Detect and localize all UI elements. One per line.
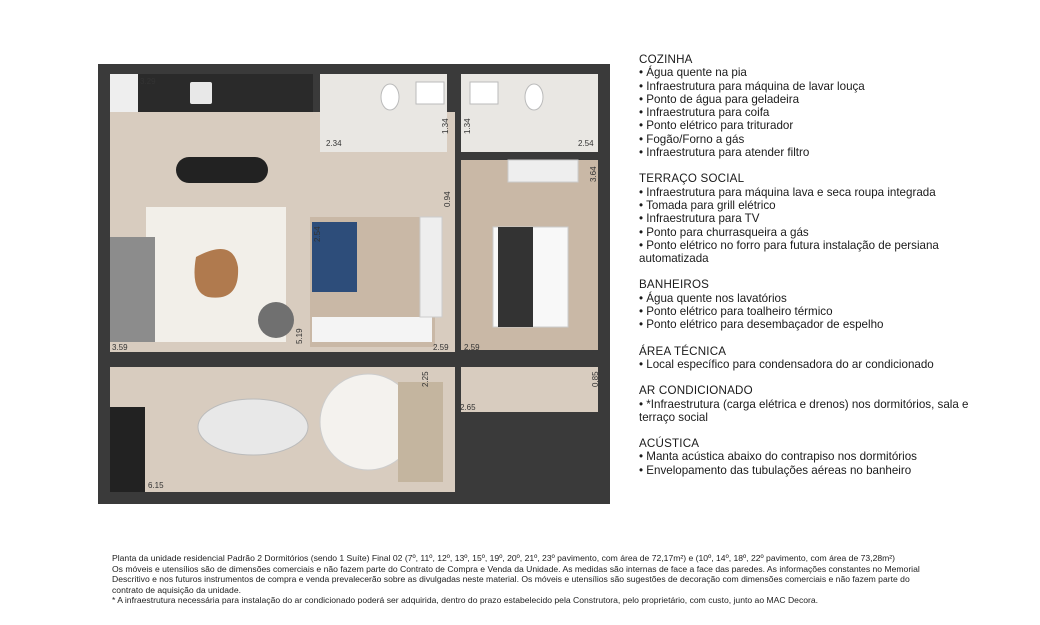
spec-item: • Ponto elétrico para desembaçador de espelho xyxy=(639,318,884,332)
footnote-line: Os móveis e utensílios são de dimensões comerciais e não fazem parte do Contrato de Compra e Venda da Unidade. As medidas são internas de face a face das paredes. As informações constantes no Memorial Descritivo e nos futuros instrumentos de compra e venda prevalecerão sobre as divulgadas neste material. Os móveis e utensílios são sugestões de decoração com dimensões comerciais e não fazem parte do contrato de aquisição da unidade. xyxy=(112,563,920,595)
dim-label: 2.25 xyxy=(421,371,430,387)
technical-area xyxy=(461,367,598,412)
spec-section-cozinha xyxy=(639,53,969,159)
spec-item: • Fogão/Forno a gás xyxy=(639,132,745,146)
spec-item: • Envelopamento das tubulações aéreas no banheiro xyxy=(639,463,912,477)
dim-label: 2.34 xyxy=(326,139,342,148)
spec-item: • Infraestrutura para coifa xyxy=(639,106,770,120)
dim-label: 2.54 xyxy=(313,226,322,242)
dim-label: 2.54 xyxy=(578,139,594,148)
bar-table xyxy=(176,157,268,183)
spec-section-title: TERRAÇO SOCIAL xyxy=(639,172,745,186)
spec-item: • Local específico para condensadora do ar condicionado xyxy=(639,357,934,371)
toilet-2 xyxy=(525,84,543,110)
spec-section-area-tecnica xyxy=(639,345,969,372)
spec-item: • Infraestrutura para TV xyxy=(639,212,760,226)
spec-item: • Infraestrutura para máquina de lavar louça xyxy=(639,79,865,93)
spec-item: • *Infraestrutura (carga elétrica e drenos) nos dormitórios, sala e terraço social xyxy=(639,397,969,424)
terrace-sofa xyxy=(398,382,443,482)
footnote-line: * A infraestrutura necessária para instalação do ar condicionado poderá ser adquirida, dentro do prazo estabelecido pela Construtora, pelo proprietário, com custo, junto ao MAC Decora. xyxy=(112,595,819,606)
toilet-1 xyxy=(381,84,399,110)
service-area xyxy=(110,74,138,112)
spec-section-ar-condicionado xyxy=(639,384,969,424)
dim-label: 5.19 xyxy=(295,328,304,344)
spec-section-title: ACÚSTICA xyxy=(639,437,700,451)
spec-item: • Água quente na pia xyxy=(639,66,747,80)
kitchen-counter xyxy=(138,74,313,112)
desk xyxy=(312,317,432,342)
spec-section-terraco xyxy=(639,172,969,265)
spec-item: • Ponto elétrico para triturador xyxy=(639,119,794,133)
dining-table xyxy=(198,399,308,455)
spec-item: • Ponto elétrico para toalheiro térmico xyxy=(639,305,833,319)
spec-item: • Infraestrutura para atender filtro xyxy=(639,146,810,160)
spec-section-title: COZINHA xyxy=(639,53,693,66)
spec-item: • Tomada para grill elétrico xyxy=(639,198,776,212)
dim-label: 0.85 xyxy=(591,371,600,387)
washbasin-2 xyxy=(470,82,498,104)
dim-label: 3.64 xyxy=(589,166,598,182)
spec-item: • Ponto para churrasqueira a gás xyxy=(639,225,809,239)
dim-label: 1.34 xyxy=(441,118,450,134)
footnote-line: Planta da unidade residencial Padrão 2 Dormitórios (sendo 1 Suíte) Final 02 (7º, 11º, 12º, 13º, 15º, 19º, 20º, 21º, 23º pavimento, com área de 72,17m²) e (10º, 14º, 18º, 22º pavimento, com área de 73,28m²) xyxy=(112,553,896,563)
wardrobe-suite xyxy=(508,160,578,182)
dim-label: 3.29 xyxy=(140,77,156,86)
floor-plan xyxy=(98,62,613,504)
sofa xyxy=(110,237,155,342)
kitchen-sink xyxy=(190,82,212,104)
spec-item: • Ponto elétrico no forro para futura instalação de persiana automatizada xyxy=(639,238,939,266)
coffee-table xyxy=(195,249,239,298)
spec-section-title: ÁREA TÉCNICA xyxy=(639,344,727,358)
spec-section-acustica xyxy=(639,437,969,477)
dim-label: 2.59 xyxy=(464,343,480,352)
spec-list xyxy=(639,53,969,490)
spec-item: • Água quente nos lavatórios xyxy=(639,291,787,305)
spec-section-banheiros xyxy=(639,278,969,331)
dim-label: 2.65 xyxy=(460,403,476,412)
spec-section-title: BANHEIROS xyxy=(639,278,710,292)
dim-label: 2.59 xyxy=(433,343,449,352)
armchair xyxy=(258,302,294,338)
spec-item: • Infraestrutura para máquina lava e seca roupa integrada xyxy=(639,185,936,199)
spec-section-title: AR CONDICIONADO xyxy=(639,384,753,398)
dim-label: 6.15 xyxy=(148,481,164,490)
spec-item: • Ponto de água para geladeira xyxy=(639,92,800,106)
dim-label: 0.94 xyxy=(443,191,452,207)
dim-label: 3.59 xyxy=(112,343,128,352)
wardrobe-2 xyxy=(420,217,442,317)
bed-blanket xyxy=(498,227,533,327)
grill-area xyxy=(110,407,145,492)
footnote xyxy=(112,553,942,606)
dim-label: 1.34 xyxy=(463,118,472,134)
spec-item: • Manta acústica abaixo do contrapiso nos dormitórios xyxy=(639,450,917,464)
washbasin-1 xyxy=(416,82,444,104)
